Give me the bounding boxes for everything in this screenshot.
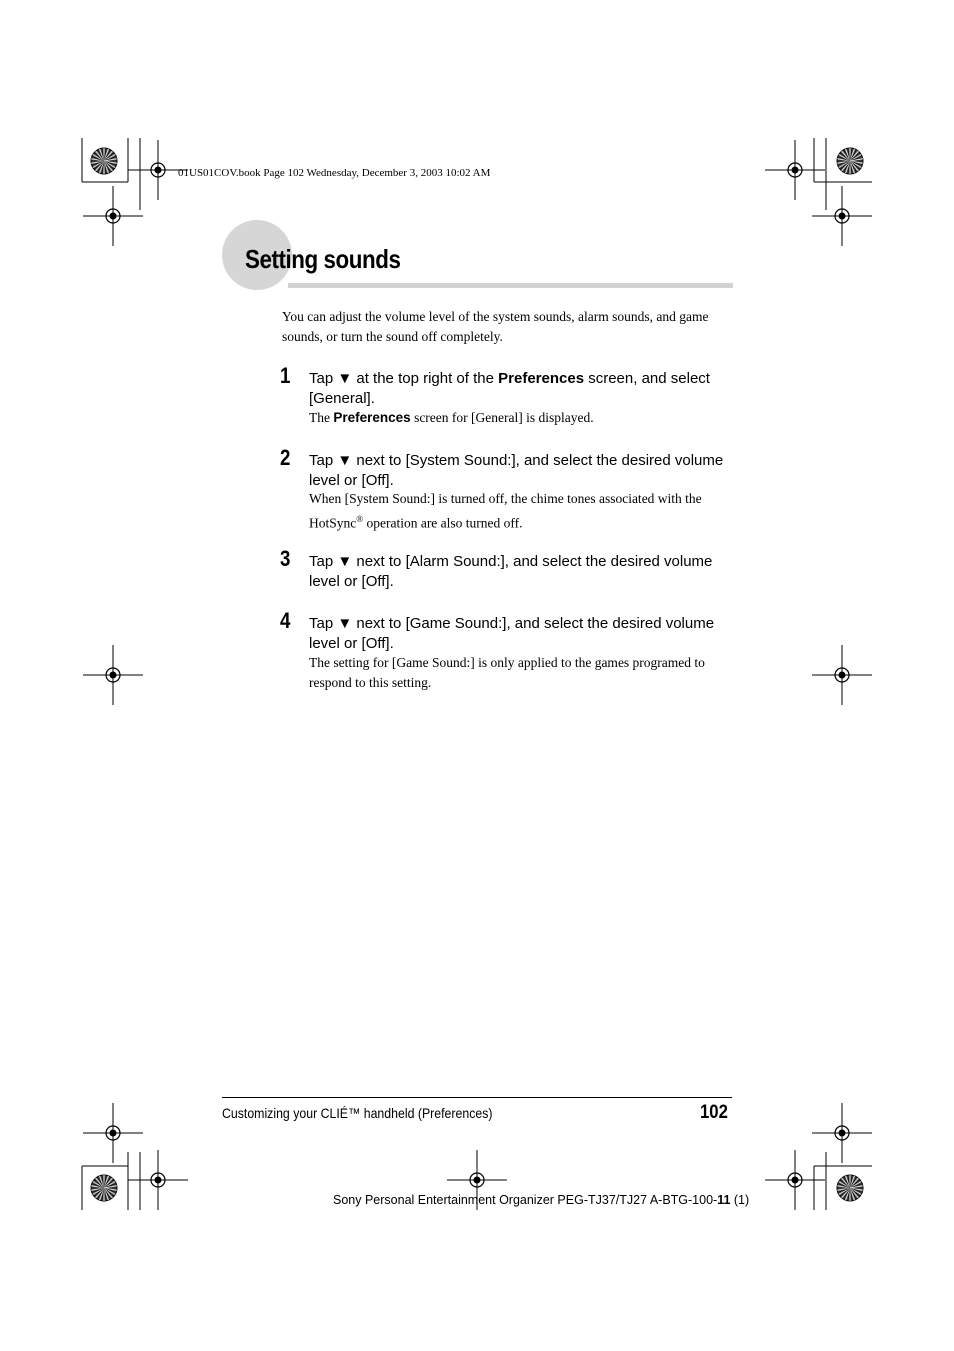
footer-rule: [222, 1097, 732, 1098]
footer-chapter: Customizing your CLIÉ™ handheld (Preferences): [222, 1105, 493, 1121]
step-instruction: Tap ▼ at the top right of the Preferences screen, and select [General].: [309, 370, 710, 407]
title-underline: [288, 283, 733, 288]
step-number: 4: [280, 608, 291, 633]
step-number: 3: [280, 546, 291, 571]
step-note: When [System Sound:] is turned off, the chime tones associated with the HotSync® operation are also turned off.: [309, 491, 702, 531]
step-note: The Preferences screen for [General] is displayed.: [309, 410, 594, 425]
color-bar-starburst-icon: [837, 1175, 863, 1201]
step-instruction: Tap ▼ next to [System Sound:], and select the desired volume level or [Off].: [309, 452, 724, 489]
step-instruction: Tap ▼ next to [Alarm Sound:], and select the desired volume level or [Off].: [309, 553, 713, 590]
color-bar-starburst-icon: [91, 148, 117, 174]
step-note: The setting for [Game Sound:] is only applied to the games programed to respond to this setting.: [309, 655, 705, 690]
step-number: 1: [280, 363, 291, 388]
color-bar-starburst-icon: [837, 148, 863, 174]
page-number: 102: [700, 1102, 728, 1123]
step-instruction: Tap ▼ next to [Game Sound:], and select the desired volume level or [Off].: [309, 615, 715, 652]
intro-paragraph: You can adjust the volume level of the system sounds, alarm sounds, and game sounds, or turn the sound off completely.: [282, 309, 709, 344]
print-file-info: 01US01COV.book Page 102 Wednesday, December 3, 2003 10:02 AM: [178, 167, 491, 179]
page-title: Setting sounds: [245, 244, 401, 274]
print-imprint: Sony Personal Entertainment Organizer PEG-TJ37/TJ27 A-BTG-100-11 (1): [333, 1193, 750, 1207]
color-bar-starburst-icon: [91, 1175, 117, 1201]
step-number: 2: [280, 445, 291, 470]
